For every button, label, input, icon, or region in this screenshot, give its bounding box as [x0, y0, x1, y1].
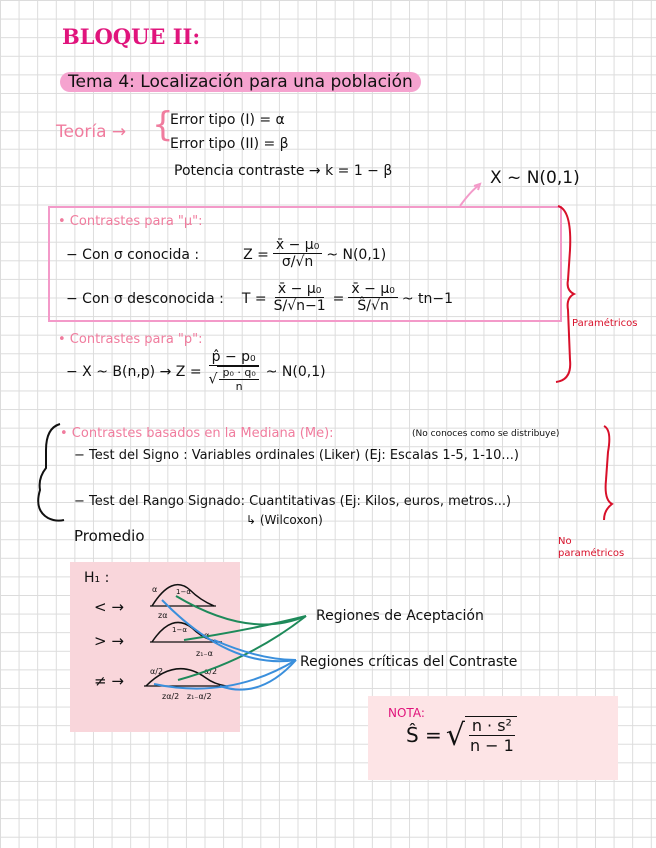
h1-greater-symbol: > [94, 632, 107, 650]
theory-line-3: Potencia contraste → k = 1 − β [174, 163, 393, 179]
topic-title-text: Tema 4: Localización para una población [68, 72, 413, 92]
curve3-right-mark: α/2 [204, 667, 218, 676]
nonparam-bracket [604, 426, 612, 520]
p-tests-heading: • Contrastes para "p": [58, 332, 203, 347]
curve1-shape [152, 585, 214, 606]
mu-unknown-num2: x̄ − μ₀ [348, 282, 397, 298]
mu-unknown-prefix: − Con σ desconocida : [66, 290, 224, 307]
theory-brace-icon: { [152, 105, 174, 145]
curve1-left-mark: α [152, 585, 158, 594]
h1-greater-row: > → [94, 632, 124, 650]
sign-test-line: − Test del Signo : Variables ordinales (Liker) (Ej: Escalas 1-5, 1-10...) [74, 448, 519, 463]
note-title: NOTA: [388, 706, 425, 720]
mu-tests-heading: • Contrastes para "μ": [58, 214, 203, 229]
curve3-z-label: zα/2 z₁₋α/2 [162, 692, 212, 701]
h1-label: H₁ : [84, 570, 110, 586]
h1-notequal-row: ≠ → [94, 672, 124, 690]
note-num: n · s² [469, 717, 515, 736]
p-test-den-den: n [235, 380, 243, 394]
curve2-z-label: z₁₋α [196, 649, 213, 658]
h1-notequal-symbol: ≠ [94, 672, 107, 690]
mu-unknown-eq: = [332, 290, 345, 307]
mu-known-den: σ/√n [281, 254, 314, 271]
theory-label: Teoría → [56, 122, 127, 142]
mu-unknown-lhs: T = [241, 290, 267, 307]
mu-unknown-den1: S/√n−1 [273, 298, 326, 315]
curve1-right-mark: 1−α [176, 588, 191, 596]
p-test-num: p̂ − p₀ [209, 350, 259, 366]
p-test-den-num: p₀ · q₀ [219, 367, 258, 380]
mu-unknown-num1: x̄ − μ₀ [275, 282, 324, 298]
parametric-bracket [556, 206, 574, 382]
mu-known-num: x̄ − μ₀ [273, 238, 322, 254]
theory-line-2: Error tipo (II) = β [170, 136, 289, 152]
mu-known-rhs: ~ N(0,1) [326, 246, 387, 263]
mu-known-prefix: − Con σ conocida : [66, 246, 200, 263]
p-test-den: √ $\frac{\text{p₀ · q₀}}{n}$ [206, 366, 262, 393]
rank-test-sub: ↳ (Wilcoxon) [246, 513, 323, 527]
h1-less-row: < → [94, 598, 124, 616]
median-left-brace [38, 424, 64, 521]
p-test-prefix: − X ~ B(n,p) → Z = [66, 363, 202, 380]
mu-unknown-rhs: ~ tn−1 [401, 290, 454, 307]
curve3-left-mark: α/2 [150, 667, 164, 676]
mu-unknown-den2: Ŝ/√n [357, 298, 389, 315]
normal-dist-note: X ~ N(0,1) [490, 168, 580, 188]
sqrt-icon: √ [445, 717, 465, 753]
note-lhs: Ŝ = [406, 723, 442, 748]
mu-known-lhs: Z = [243, 246, 269, 263]
block-title: BLOQUE II: [62, 24, 201, 49]
parametric-label: Paramétricos [572, 318, 638, 329]
rank-test-line: − Test del Rango Signado: Cuantitativas (Ej: Kilos, euros, metros...) [74, 494, 512, 509]
theory-line-1: Error tipo (I) = α [170, 112, 285, 128]
dist-arrow-icon [460, 184, 480, 206]
p-test-rhs: ~ N(0,1) [265, 363, 326, 380]
average-label: Promedio [74, 527, 145, 545]
note-den: n − 1 [469, 735, 514, 755]
critical-label: Regiones críticas del Contraste [300, 654, 518, 670]
curve2-left-mark: 1−α [172, 626, 187, 634]
h1-less-symbol: < [94, 598, 107, 616]
nonparametric-label: No paramétricos [558, 536, 625, 559]
median-tests-heading: • Contrastes basados en la Mediana (Me): [60, 426, 334, 441]
curve1-z-label: zα [158, 611, 168, 620]
acceptance-label: Regiones de Aceptación [316, 608, 484, 624]
median-tests-note: (No conoces como se distribuye) [412, 429, 560, 439]
curve2-right-mark: α [204, 631, 210, 640]
